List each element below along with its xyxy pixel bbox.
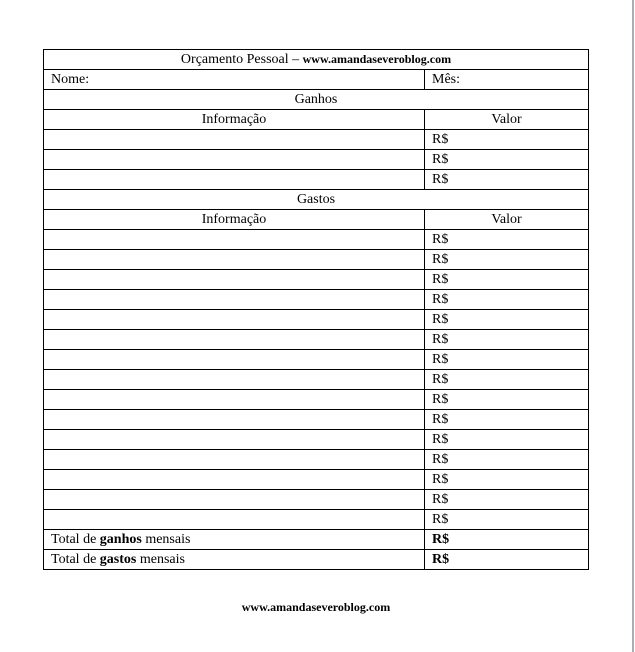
gastos-value-cell[interactable]: R$ (425, 330, 589, 350)
gastos-row (44, 250, 589, 270)
gastos-columns-row (44, 210, 589, 230)
gastos-info-cell[interactable] (44, 350, 425, 370)
gastos-row (44, 330, 589, 350)
ganhos-header-row (44, 90, 589, 110)
gastos-value-cell[interactable]: R$ (425, 510, 589, 530)
title-row (44, 50, 589, 70)
scrollbar-edge (632, 0, 634, 652)
month-field[interactable]: Mês: (425, 70, 589, 90)
total-ganhos-suffix: mensais (141, 532, 191, 547)
ganhos-info-cell[interactable] (44, 130, 425, 150)
gastos-row (44, 370, 589, 390)
total-gastos-row (44, 550, 589, 570)
gastos-value-cell[interactable]: R$ (425, 370, 589, 390)
name-month-row (44, 70, 589, 90)
gastos-info-cell[interactable] (44, 430, 425, 450)
total-gastos-suffix: mensais (136, 552, 185, 567)
total-gastos-label (44, 550, 425, 570)
ganhos-row (44, 150, 589, 170)
total-ganhos-prefix: Total de (51, 532, 100, 547)
gastos-info-cell[interactable] (44, 330, 425, 350)
ganhos-info-cell[interactable] (44, 170, 425, 190)
ganhos-title: Ganhos (44, 90, 589, 110)
gastos-value-cell[interactable]: R$ (425, 310, 589, 330)
gastos-info-cell[interactable] (44, 490, 425, 510)
total-ganhos-bold: ganhos (99, 532, 142, 547)
gastos-info-cell[interactable] (44, 310, 425, 330)
gastos-value-cell[interactable]: R$ (425, 470, 589, 490)
gastos-value-cell[interactable]: R$ (425, 350, 589, 370)
gastos-row (44, 290, 589, 310)
gastos-info-cell[interactable] (44, 410, 425, 430)
title-url: www.amandaseveroblog.com (302, 52, 452, 66)
ganhos-row (44, 130, 589, 150)
gastos-info-cell[interactable] (44, 270, 425, 290)
gastos-value-cell[interactable]: R$ (425, 390, 589, 410)
gastos-info-cell[interactable] (44, 470, 425, 490)
ganhos-col-info: Informação (44, 110, 425, 130)
gastos-row (44, 350, 589, 370)
ganhos-columns-row (44, 110, 589, 130)
gastos-value-cell[interactable]: R$ (425, 230, 589, 250)
gastos-value-cell[interactable]: R$ (425, 410, 589, 430)
gastos-row (44, 450, 589, 470)
gastos-value-cell[interactable]: R$ (425, 450, 589, 470)
gastos-value-cell[interactable]: R$ (425, 430, 589, 450)
gastos-info-cell[interactable] (44, 290, 425, 310)
total-gastos-bold: gastos (99, 552, 137, 567)
ganhos-value-cell[interactable]: R$ (425, 150, 589, 170)
table-title (44, 50, 589, 70)
gastos-row (44, 230, 589, 250)
gastos-info-cell[interactable] (44, 250, 425, 270)
total-gastos-value[interactable]: R$ (425, 550, 589, 570)
budget-table (43, 49, 589, 570)
ganhos-col-value: Valor (425, 110, 589, 130)
gastos-row (44, 310, 589, 330)
title-text: Orçamento Pessoal – (180, 52, 303, 67)
gastos-col-value: Valor (425, 210, 589, 230)
gastos-row (44, 510, 589, 530)
gastos-title: Gastos (44, 190, 589, 210)
ganhos-value-cell[interactable]: R$ (425, 170, 589, 190)
gastos-info-cell[interactable] (44, 370, 425, 390)
name-field[interactable]: Nome: (44, 70, 425, 90)
ganhos-row (44, 170, 589, 190)
gastos-info-cell[interactable] (44, 510, 425, 530)
gastos-row (44, 410, 589, 430)
gastos-row (44, 470, 589, 490)
gastos-row (44, 430, 589, 450)
gastos-row (44, 390, 589, 410)
total-ganhos-row (44, 530, 589, 550)
gastos-info-cell[interactable] (44, 230, 425, 250)
gastos-col-info: Informação (44, 210, 425, 230)
total-gastos-prefix: Total de (51, 552, 100, 567)
total-ganhos-label (44, 530, 425, 550)
gastos-value-cell[interactable]: R$ (425, 490, 589, 510)
gastos-row (44, 490, 589, 510)
gastos-info-cell[interactable] (44, 450, 425, 470)
footer-url: www.amandaseveroblog.com (241, 600, 391, 614)
gastos-info-cell[interactable] (44, 390, 425, 410)
gastos-value-cell[interactable]: R$ (425, 290, 589, 310)
gastos-row (44, 270, 589, 290)
ganhos-value-cell[interactable]: R$ (425, 130, 589, 150)
total-ganhos-value[interactable]: R$ (425, 530, 589, 550)
gastos-header-row (44, 190, 589, 210)
gastos-value-cell[interactable]: R$ (425, 270, 589, 290)
ganhos-info-cell[interactable] (44, 150, 425, 170)
gastos-value-cell[interactable]: R$ (425, 250, 589, 270)
